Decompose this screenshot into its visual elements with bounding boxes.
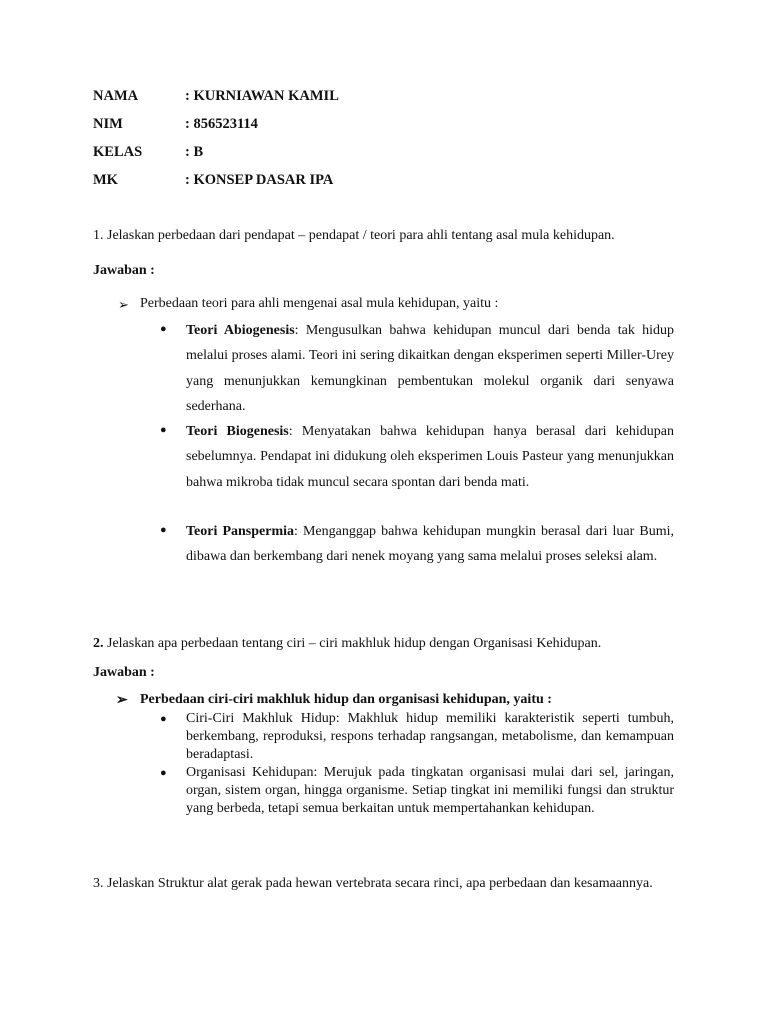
q2-answer-label: Jawaban : (93, 665, 155, 680)
q1-item-biogenesis (186, 419, 674, 495)
bullet-icon: ● (160, 713, 167, 725)
q1-intro: Perbedaan teori para ahli mengenai asal mula kehidupan, yaitu : (140, 296, 499, 311)
bullet-icon: ● (160, 767, 167, 779)
nim-value: : 856523114 (185, 116, 258, 132)
text-abiogenesis: : Mengusulkan bahwa kehidupan muncul dari benda tak hidup melalui proses alami. Teori ini sering dikaitkan dengan eksperimen seperti Miller-Urey yang menunjukkan kemungkinan pembentukan molekul organik dari senyawa sederhana. (186, 323, 675, 414)
q1-item-panspermia (186, 519, 674, 570)
q2-item-ciri-ciri: Ciri-Ciri Makhluk Hidup: Makhluk hidup memiliki karakteristik seperti tumbuh, berkembang, reproduksi, respons terhadap rangsangan, metabolisme, dan kemampuan beradaptasi. (186, 711, 674, 762)
q2-number: 2. (93, 636, 104, 651)
question-1: 1. Jelaskan perbedaan dari pendapat – pendapat / teori para ahli tentang asal mula kehidupan. (93, 228, 615, 243)
mk-value: : KONSEP DASAR IPA (185, 172, 334, 188)
bullet-icon: ● (160, 524, 167, 536)
q1-arrow-icon: ➢ (118, 297, 129, 312)
term-abiogenesis: Teori Abiogenesis (186, 323, 295, 338)
q2-intro: Perbedaan ciri-ciri makhluk hidup dan organisasi kehidupan, yaitu : (140, 692, 552, 707)
question-2 (93, 636, 674, 652)
question-3: 3. Jelaskan Struktur alat gerak pada hewan vertebrata secara rinci, apa perbedaan dan kesamaannya. (93, 876, 653, 891)
kelas-value: : B (185, 144, 204, 160)
mk-label: MK (93, 172, 118, 188)
bullet-icon: ● (160, 323, 167, 335)
nama-value: : KURNIAWAN KAMIL (185, 88, 339, 104)
bullet-icon: ● (160, 424, 167, 436)
nama-label: NAMA (93, 88, 139, 104)
q1-answer-label: Jawaban : (93, 263, 155, 278)
term-biogenesis: Teori Biogenesis (186, 424, 289, 439)
nim-label: NIM (93, 116, 123, 132)
kelas-label: KELAS (93, 144, 143, 160)
text-biogenesis: : Menyatakan bahwa kehidupan hanya berasal dari kehidupan sebelumnya. Pendapat ini didukung oleh eksperimen Louis Pasteur yang menunjukkan bahwa mikroba tidak muncul secara spontan dari benda mati. (186, 424, 674, 490)
term-panspermia: Teori Panspermia (186, 524, 294, 539)
q2-item-organisasi: Organisasi Kehidupan: Merujuk pada tingkatan organisasi mulai dari sel, jaringan, organ, sistem organ, hingga organisme. Setiap tingkat ini memiliki fungsi dan struktur yang berbeda, tetapi semua berkaitan untuk mempertahankan kehidupan. (186, 765, 674, 816)
q2-question-text: Jelaskan apa perbedaan tentang ciri – ciri makhluk hidup dengan Organisasi Kehidupan. (103, 636, 602, 651)
text-panspermia: : Menganggap bahwa kehidupan mungkin berasal dari luar Bumi, dibawa dan berkembang dari nenek moyang yang sama melalui proses seleksi alam. (186, 524, 675, 565)
q1-item-abiogenesis (186, 318, 674, 419)
q2-arrow-icon: ➢ (116, 693, 128, 708)
